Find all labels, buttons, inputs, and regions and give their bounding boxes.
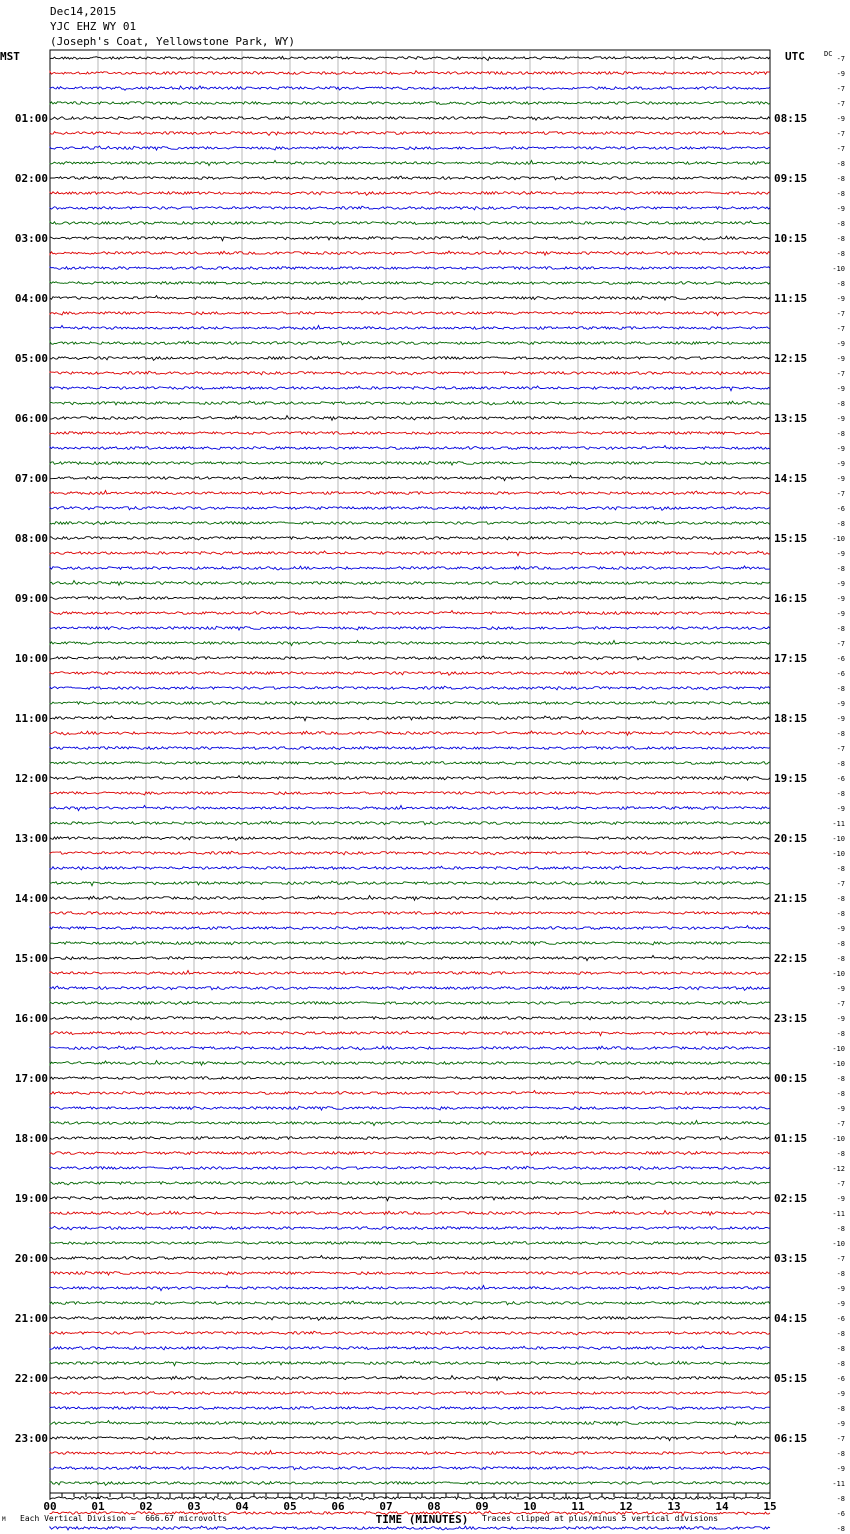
trace-row [50, 116, 770, 120]
dc-offset-label: -6 [836, 505, 845, 513]
trace-row [50, 956, 770, 961]
right-hour-label: 15:15 [774, 532, 808, 545]
dc-label: DC [824, 50, 833, 58]
trace-row [50, 1077, 770, 1080]
trace-row [50, 1361, 770, 1366]
left-hour-label: 05:00 [14, 352, 48, 365]
trace-row [50, 1046, 770, 1050]
right-hour-label: 12:15 [774, 352, 808, 365]
trace-row [50, 161, 770, 166]
dc-offset-label: -9 [836, 475, 845, 483]
trace-row [50, 282, 770, 285]
trace-row [50, 446, 770, 450]
trace-row [50, 731, 770, 736]
dc-offset-label: -11 [832, 1480, 845, 1488]
x-tick-label: 08 [427, 1500, 441, 1513]
dc-offset-label: -9 [836, 415, 845, 423]
right-hour-label: 20:15 [774, 832, 808, 845]
dc-offset-label: -7 [836, 145, 845, 153]
right-zone-label: UTC [785, 50, 805, 63]
dc-offset-label: -10 [832, 835, 845, 843]
trace-row [50, 747, 770, 750]
dc-offset-label: -11 [832, 820, 845, 828]
trace-row [50, 491, 770, 495]
trace-row [50, 507, 770, 511]
trace-row [50, 1451, 770, 1455]
trace-row [50, 326, 770, 330]
dc-offset-label: -8 [836, 1075, 845, 1083]
trace-row [50, 776, 770, 781]
trace-row [50, 251, 770, 256]
trace-row [50, 1392, 770, 1395]
dc-offset-label: -8 [836, 1345, 845, 1353]
trace-row [50, 131, 770, 135]
right-hour-label: 18:15 [774, 712, 808, 725]
left-hour-label: 16:00 [14, 1012, 48, 1025]
left-hour-label: 07:00 [14, 472, 48, 485]
left-hour-label: 04:00 [14, 292, 48, 305]
trace-row [50, 86, 770, 90]
dc-offset-label: -8 [836, 1030, 845, 1038]
right-hour-label: 21:15 [774, 892, 808, 905]
left-hour-label: 14:00 [14, 892, 48, 905]
x-tick-label: 01 [91, 1500, 105, 1513]
trace-row [50, 1466, 770, 1470]
trace-row [50, 1001, 770, 1004]
dc-offset-label: -8 [836, 220, 845, 228]
x-tick-label: 13 [667, 1500, 681, 1513]
x-tick-label: 09 [475, 1500, 489, 1513]
dc-offset-label: -8 [836, 1360, 845, 1368]
trace-row [50, 941, 770, 945]
dc-offset-label: -9 [836, 70, 845, 78]
trace-row [50, 581, 770, 586]
trace-row [50, 1331, 770, 1335]
trace-row [50, 56, 770, 60]
dc-offset-label: -9 [836, 985, 845, 993]
dc-offset-label: -8 [836, 1225, 845, 1233]
dc-offset-label: -8 [836, 1495, 845, 1503]
dc-offset-label: -8 [836, 1450, 845, 1458]
dc-offset-label: -9 [836, 340, 845, 348]
trace-row [50, 1136, 770, 1140]
x-tick-label: 10 [523, 1500, 537, 1513]
dc-offset-label: -7 [836, 880, 845, 888]
left-hour-label: 08:00 [14, 532, 48, 545]
left-hour-label: 17:00 [14, 1072, 48, 1085]
right-hour-label: 00:15 [774, 1072, 808, 1085]
left-hour-label: 06:00 [14, 412, 48, 425]
dc-offset-label: -9 [836, 610, 845, 618]
trace-row [50, 806, 770, 811]
trace-row [50, 881, 770, 886]
right-hour-label: 08:15 [774, 112, 808, 125]
dc-offset-label: -10 [832, 1135, 845, 1143]
dc-offset-label: -8 [836, 400, 845, 408]
dc-offset-label: -9 [836, 1465, 845, 1473]
footer-mark: M [2, 1516, 6, 1523]
trace-row [50, 641, 770, 646]
right-hour-label: 03:15 [774, 1252, 808, 1265]
trace-row [50, 1121, 770, 1126]
dc-offset-label: -8 [836, 1405, 845, 1413]
dc-offset-label: -7 [836, 310, 845, 318]
left-hour-label: 20:00 [14, 1252, 48, 1265]
trace-row [50, 716, 770, 721]
trace-row [50, 837, 770, 841]
dc-offset-label: -9 [836, 925, 845, 933]
trace-row [50, 1017, 770, 1020]
trace-row [50, 521, 770, 525]
right-hour-label: 13:15 [774, 412, 808, 425]
left-zone-label: MST [0, 50, 20, 63]
dc-offset-label: -8 [836, 685, 845, 693]
dc-offset-label: -9 [836, 295, 845, 303]
trace-row [50, 821, 770, 825]
dc-offset-label: -9 [836, 1300, 845, 1308]
left-hour-label: 12:00 [14, 772, 48, 785]
left-hour-label: 03:00 [14, 232, 48, 245]
trace-row [50, 896, 770, 901]
dc-offset-label: -7 [836, 490, 845, 498]
dc-offset-label: -8 [836, 865, 845, 873]
dc-offset-label: -8 [836, 235, 845, 243]
right-hour-label: 17:15 [774, 652, 808, 665]
trace-row [50, 416, 770, 421]
x-tick-label: 02 [139, 1500, 153, 1513]
dc-offset-label: -9 [836, 115, 845, 123]
trace-row [50, 461, 770, 465]
dc-offset-label: -8 [836, 1090, 845, 1098]
trace-row [50, 371, 770, 375]
right-hour-label: 16:15 [774, 592, 808, 605]
dc-offset-label: -8 [836, 1150, 845, 1158]
x-tick-label: 15 [763, 1500, 777, 1513]
trace-row [50, 401, 770, 405]
right-hour-label: 23:15 [774, 1012, 808, 1025]
dc-offset-label: -8 [836, 430, 845, 438]
trace-row [50, 476, 770, 481]
right-hour-label: 05:15 [774, 1372, 808, 1385]
dc-offset-label: -11 [832, 1210, 845, 1218]
right-hour-label: 01:15 [774, 1132, 808, 1145]
dc-offset-label: -9 [836, 355, 845, 363]
left-hour-label: 09:00 [14, 592, 48, 605]
dc-offset-label: -8 [836, 520, 845, 528]
left-hour-label: 15:00 [14, 952, 48, 965]
dc-offset-label: -9 [836, 715, 845, 723]
trace-row [50, 537, 770, 540]
right-hour-label: 11:15 [774, 292, 808, 305]
dc-offset-label: -9 [836, 385, 845, 393]
trace-row [50, 597, 770, 600]
trace-row [50, 432, 770, 435]
dc-offset-label: -7 [836, 325, 845, 333]
dc-offset-label: -7 [836, 640, 845, 648]
dc-offset-label: -9 [836, 1420, 845, 1428]
right-hour-label: 09:15 [774, 172, 808, 185]
header-station: YJC EHZ WY 01 [50, 20, 137, 33]
trace-row [50, 986, 770, 990]
dc-offset-label: -10 [832, 1240, 845, 1248]
trace-row [50, 357, 770, 361]
dc-offset-label: -8 [836, 955, 845, 963]
left-hour-label: 11:00 [14, 712, 48, 725]
trace-row [50, 206, 770, 210]
trace-row [50, 1407, 770, 1410]
dc-offset-label: -7 [836, 1000, 845, 1008]
trace-row [50, 1271, 770, 1275]
dc-offset-label: -8 [836, 175, 845, 183]
left-hour-label: 01:00 [14, 112, 48, 125]
trace-row [50, 1196, 770, 1201]
dc-offset-label: -7 [836, 1435, 845, 1443]
left-hour-label: 23:00 [14, 1432, 48, 1445]
dc-offset-label: -7 [836, 1180, 845, 1188]
x-tick-label: 12 [619, 1500, 633, 1513]
right-hour-label: 19:15 [774, 772, 808, 785]
trace-row [50, 566, 770, 570]
dc-offset-label: -6 [836, 655, 845, 663]
x-axis-label: TIME (MINUTES) [375, 1513, 469, 1526]
dc-offset-label: -8 [836, 940, 845, 948]
trace-row [50, 851, 770, 855]
dc-offset-label: -7 [836, 745, 845, 753]
dc-offset-label: -8 [836, 790, 845, 798]
trace-row [50, 102, 770, 105]
x-tick-label: 05 [283, 1500, 297, 1513]
plot-frame [50, 50, 770, 1493]
dc-offset-label: -7 [836, 85, 845, 93]
trace-row [50, 1526, 770, 1530]
dc-offset-label: -9 [836, 580, 845, 588]
trace-row [50, 1181, 770, 1185]
dc-offset-label: -9 [836, 700, 845, 708]
footer-scale: Each Vertical Division = 666.67 microvolts [20, 1514, 228, 1523]
trace-row [50, 1211, 770, 1216]
trace-row [50, 1256, 770, 1260]
dc-offset-label: -8 [836, 565, 845, 573]
dc-offset-label: -8 [836, 730, 845, 738]
dc-offset-label: -6 [836, 775, 845, 783]
dc-offset-label: -9 [836, 445, 845, 453]
dc-offset-label: -7 [836, 100, 845, 108]
dc-offset-label: -9 [836, 595, 845, 603]
left-hour-label: 18:00 [14, 1132, 48, 1145]
trace-row [50, 1482, 770, 1486]
trace-row [50, 672, 770, 676]
dc-offset-label: -7 [836, 130, 845, 138]
dc-offset-label: -8 [836, 1270, 845, 1278]
dc-offset-label: -9 [836, 1195, 845, 1203]
trace-row [50, 1242, 770, 1245]
trace-row [50, 792, 770, 795]
dc-offset-label: -6 [836, 1510, 845, 1518]
dc-offset-label: -8 [836, 1525, 845, 1533]
dc-offset-label: -6 [836, 1315, 845, 1323]
x-tick-label: 03 [187, 1500, 201, 1513]
trace-row [50, 267, 770, 270]
trace-row [50, 1061, 770, 1066]
trace-row [50, 912, 770, 915]
x-tick-label: 04 [235, 1500, 249, 1513]
dc-offset-label: -8 [836, 190, 845, 198]
dc-offset-label: -8 [836, 895, 845, 903]
dc-offset-label: -8 [836, 250, 845, 258]
left-hour-label: 13:00 [14, 832, 48, 845]
footer-clip: Traces clipped at plus/minus 5 vertical divisions [482, 1514, 719, 1523]
trace-row [50, 146, 770, 150]
dc-offset-label: -8 [836, 1330, 845, 1338]
trace-row [50, 1152, 770, 1156]
right-hour-label: 14:15 [774, 472, 808, 485]
trace-row [50, 192, 770, 196]
left-hour-label: 21:00 [14, 1312, 48, 1325]
trace-row [50, 1317, 770, 1321]
right-hour-label: 04:15 [774, 1312, 808, 1325]
right-hour-label: 10:15 [774, 232, 808, 245]
dc-offset-label: -7 [836, 1255, 845, 1263]
trace-lines [50, 56, 770, 1534]
dc-offset-label: -9 [836, 550, 845, 558]
dc-offset-label: -10 [832, 1060, 845, 1068]
dc-offset-label: -8 [836, 280, 845, 288]
trace-row [50, 221, 770, 225]
dc-offset-label: -9 [836, 1105, 845, 1113]
right-hour-label: 06:15 [774, 1432, 808, 1445]
trace-row [50, 341, 770, 345]
x-tick-label: 00 [43, 1500, 57, 1513]
trace-row [50, 236, 770, 241]
dc-offset-label: -10 [832, 970, 845, 978]
trace-row [50, 1286, 770, 1291]
trace-row [50, 176, 770, 180]
dc-offset-label: -10 [832, 265, 845, 273]
trace-row [50, 551, 770, 556]
dc-offset-label: -8 [836, 760, 845, 768]
trace-row [50, 386, 770, 391]
dc-offset-label: -10 [832, 850, 845, 858]
dc-offset-label: -9 [836, 460, 845, 468]
dc-offset-label: -9 [836, 805, 845, 813]
trace-row [50, 701, 770, 705]
dc-offset-label: -6 [836, 1375, 845, 1383]
trace-row [50, 686, 770, 690]
dc-offset-label: -9 [836, 1390, 845, 1398]
x-tick-label: 06 [331, 1500, 345, 1513]
trace-row [50, 1091, 770, 1095]
left-hour-label: 02:00 [14, 172, 48, 185]
trace-row [50, 626, 770, 630]
dc-offset-label: -10 [832, 535, 845, 543]
dc-offset-label: -9 [836, 1285, 845, 1293]
dc-offset-label: -6 [836, 670, 845, 678]
trace-row [50, 762, 770, 765]
trace-row [50, 1301, 770, 1305]
dc-offset-label: -8 [836, 160, 845, 168]
trace-row [50, 866, 770, 870]
trace-row [50, 1421, 770, 1426]
dc-offset-label: -9 [836, 205, 845, 213]
dc-offset-label: -9 [836, 1015, 845, 1023]
trace-row [50, 312, 770, 316]
dc-offset-label: -8 [836, 625, 845, 633]
x-tick-label: 07 [379, 1500, 393, 1513]
trace-row [50, 926, 770, 930]
left-hour-label: 19:00 [14, 1192, 48, 1205]
dc-offset-label: -7 [836, 1120, 845, 1128]
grid-lines [50, 50, 770, 1493]
header-date: Dec14,2015 [50, 5, 117, 18]
trace-row [50, 1031, 770, 1036]
trace-row [50, 1376, 770, 1381]
right-hour-label: 02:15 [774, 1192, 808, 1205]
dc-offset-label: -10 [832, 1045, 845, 1053]
right-hour-label: 22:15 [774, 952, 808, 965]
trace-row [50, 296, 770, 301]
dc-offset-label: -7 [836, 55, 845, 63]
x-tick-label: 14 [715, 1500, 729, 1513]
trace-row [50, 971, 770, 975]
trace-row [50, 1226, 770, 1230]
trace-row [50, 1346, 770, 1350]
trace-row [50, 71, 770, 75]
dc-offset-label: -12 [832, 1165, 845, 1173]
header-location: (Joseph's Coat, Yellowstone Park, WY) [50, 35, 296, 48]
dc-offset-label: -8 [836, 910, 845, 918]
x-tick-label: 11 [571, 1500, 585, 1513]
trace-row [50, 611, 770, 615]
left-hour-label: 22:00 [14, 1372, 48, 1385]
trace-row [50, 1166, 770, 1170]
trace-row [50, 1106, 770, 1110]
left-hour-label: 10:00 [14, 652, 48, 665]
dc-offset-label: -7 [836, 370, 845, 378]
trace-row [50, 1436, 770, 1441]
trace-row [50, 656, 770, 660]
